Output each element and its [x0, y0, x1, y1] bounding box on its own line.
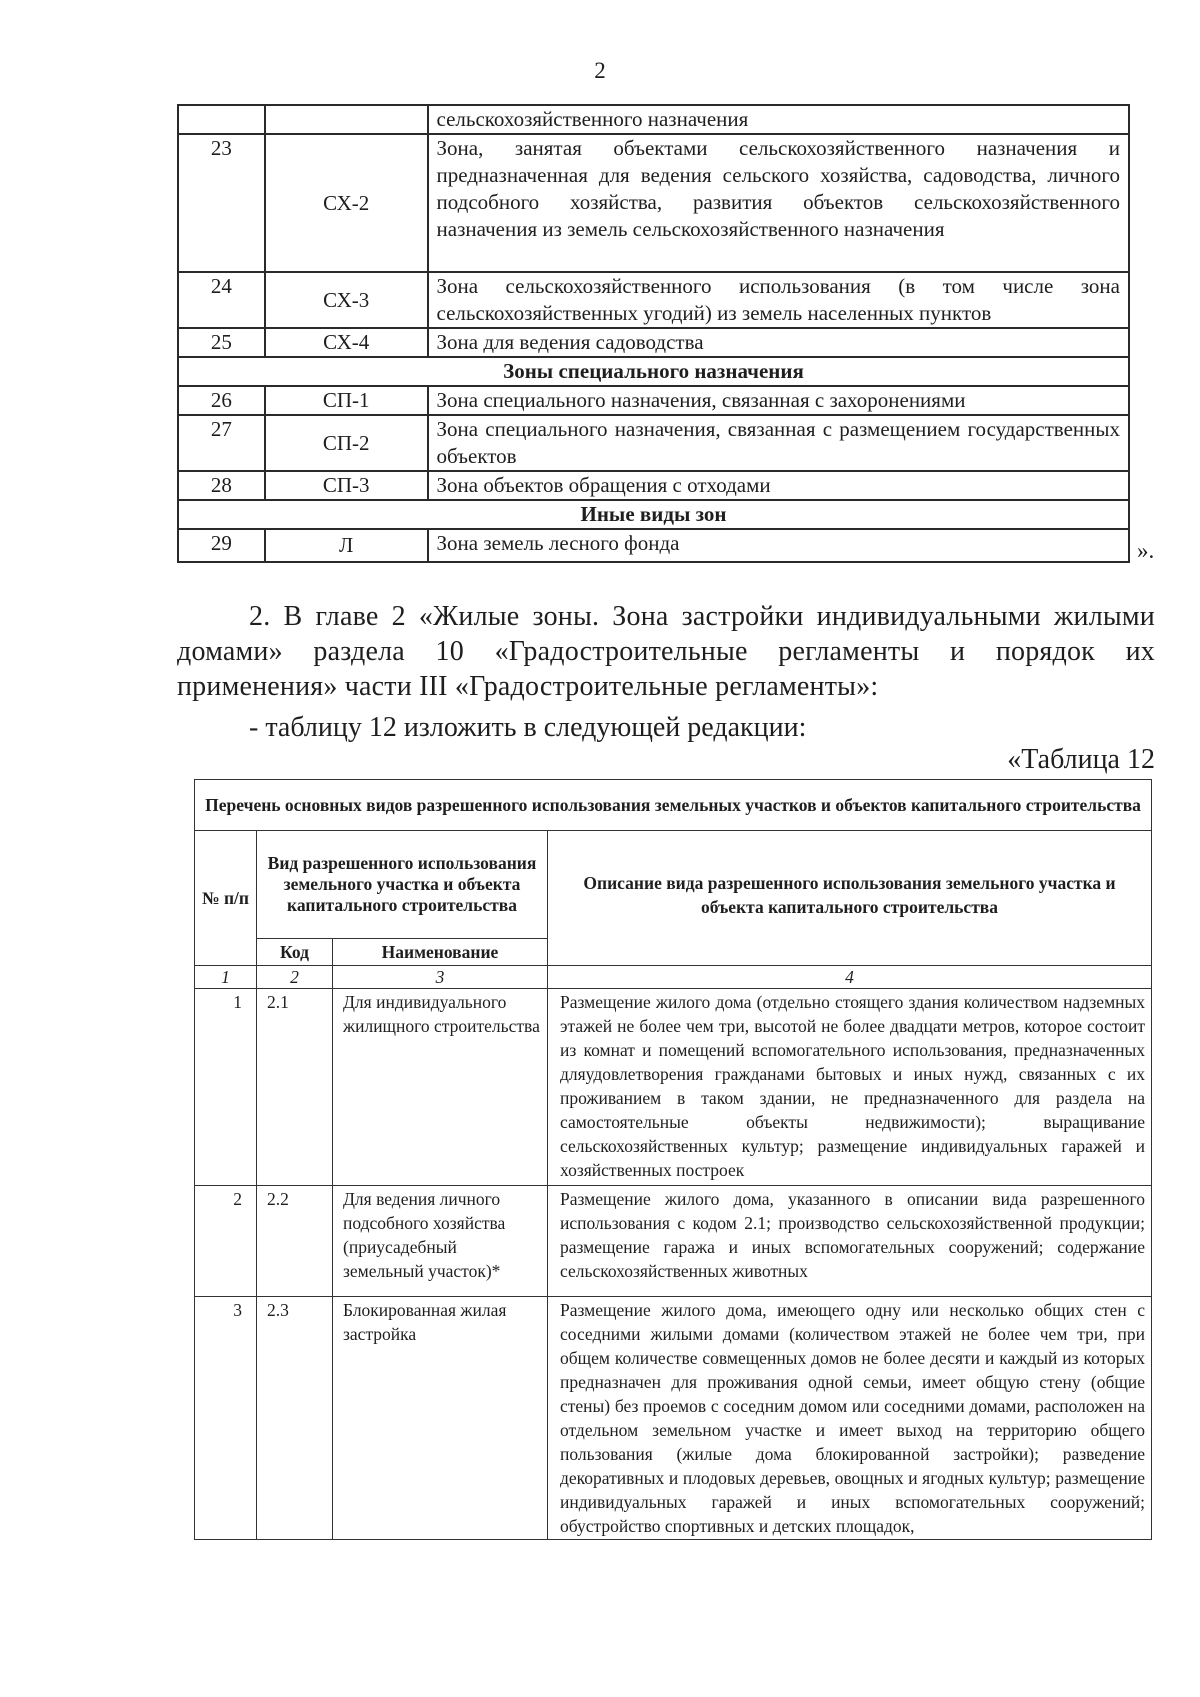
zone-description: Зона специального назначения, связанная с размещением государственных объектов [428, 415, 1129, 471]
column-header-description: Описание вида разрешенного использования земельного участка и объекта капитального строительства [548, 831, 1152, 966]
zone-row [178, 415, 1129, 471]
zone-section-title: Иные виды зон [178, 500, 1129, 529]
zone-row [178, 471, 1129, 500]
zone-code: СП-3 [265, 471, 428, 500]
column-number-3: 3 [333, 966, 548, 989]
column-group-header: Вид разрешенного использования земельного участка и объекта капитального строительства [257, 831, 548, 939]
zone-number: 29 [178, 529, 265, 562]
column-number-1: 1 [195, 966, 257, 989]
row-number: 2 [195, 1186, 257, 1297]
zone-row [178, 134, 1129, 272]
zones-table [177, 104, 1130, 563]
zone-description: Зона земель лесного фонда [428, 529, 1129, 562]
table-caption: «Таблица 12 [1007, 744, 1155, 775]
zone-number: 25 [178, 328, 265, 357]
page-number: 2 [594, 58, 606, 83]
zone-section-row [178, 500, 1129, 529]
zone-description: Зона для ведения садоводства [428, 328, 1129, 357]
closing-quote: ». [1137, 538, 1155, 563]
zone-number: 27 [178, 415, 265, 471]
column-header-number: № п/п [195, 831, 257, 966]
table-title: Перечень основных видов разрешенного использования земельных участков и объектов капитального строительства [195, 780, 1152, 831]
zone-number: 26 [178, 386, 265, 415]
amendment-instruction: - таблицу 12 изложить в следующей редакции: [249, 712, 807, 743]
row-number: 3 [195, 1297, 257, 1540]
zone-code: СП-2 [265, 415, 428, 471]
use-name: Блокированная жилая застройка [333, 1297, 548, 1540]
zone-description: Зона специального назначения, связанная с захоронениями [428, 386, 1129, 415]
permitted-use-row [195, 1297, 1152, 1540]
use-code: 2.1 [257, 989, 333, 1186]
zone-number: 24 [178, 272, 265, 328]
amendment-paragraph: 2. В главе 2 «Жилые зоны. Зона застройки индивидуальными жилыми домами» раздела 10 «Градостроительные регламенты и порядок их применения» части III «Градостроительные регламенты»: [177, 601, 1155, 702]
permitted-use-row [195, 989, 1152, 1186]
zone-code: СХ-2 [265, 134, 428, 272]
zone-row [178, 105, 1129, 134]
zone-description: Зона, занятая объектами сельскохозяйственного назначения и предназначенная для ведения сельского хозяйства, садоводства, личного подсобного хозяйства, развития объектов сельскохозяйственного назначения из земель сельскохозяйственного назначения [428, 134, 1129, 272]
use-description: Размещение жилого дома (отдельно стоящего здания количеством надземных этажей не более чем три, высотой не более двадцати метров, которое состоит из комнат и помещений вспомогательного использования, предназначенных дляудовлетворения гражданами бытовых и иных нужд, связанных с их проживанием в таком здании, не предназначенного для раздела на самостоятельные объекты недвижимости); выращивание сельскохозяйственных культур; размещение индивидуальных гаражей и хозяйственных построек [548, 989, 1152, 1186]
zone-number: 28 [178, 471, 265, 500]
zone-number [178, 105, 265, 134]
zone-row [178, 529, 1129, 562]
use-description: Размещение жилого дома, имеющего одну или несколько общих стен с соседними жилыми домами (количеством этажей не более чем три, при общем количестве совмещенных домов не более десяти и каждый из которых предназначен для проживания одной семьи, имеет общую стену (общие стены) без проемов с соседним домом или соседними домами, расположен на отдельном земельном участке и имеет выход на территорию общего пользования (жилые дома блокированной застройки); разведение декоративных и плодовых деревьев, овощных и ягодных культур; размещение индивидуальных гаражей и иных вспомогательных сооружений; обустройство спортивных и детских площадок, [548, 1297, 1152, 1540]
zone-code: Л [265, 529, 428, 562]
column-number-4: 4 [548, 966, 1152, 989]
zone-row [178, 328, 1129, 357]
zone-code: СП-1 [265, 386, 428, 415]
zone-code: СХ-3 [265, 272, 428, 328]
zone-section-row [178, 357, 1129, 386]
column-header-name: Наименование [333, 939, 548, 966]
zone-description: Зона объектов обращения с отходами [428, 471, 1129, 500]
zone-number: 23 [178, 134, 265, 272]
column-number-2: 2 [257, 966, 333, 989]
zone-row [178, 386, 1129, 415]
zone-section-title: Зоны специального назначения [178, 357, 1129, 386]
use-name: Для ведения личного подсобного хозяйства (приусадебный земельный участок)* [333, 1186, 548, 1297]
row-number: 1 [195, 989, 257, 1186]
zone-code: СХ-4 [265, 328, 428, 357]
zone-code [265, 105, 428, 134]
permitted-use-row [195, 1186, 1152, 1297]
zone-description: сельскохозяйственного назначения [428, 105, 1129, 134]
zone-description: Зона сельскохозяйственного использования (в том числе зона сельскохозяйственных угодий) из земель населенных пунктов [428, 272, 1129, 328]
use-code: 2.3 [257, 1297, 333, 1540]
zone-row [178, 272, 1129, 328]
use-name: Для индивидуального жилищного строительства [333, 989, 548, 1186]
use-code: 2.2 [257, 1186, 333, 1297]
use-description: Размещение жилого дома, указанного в описании вида разрешенного использования с кодом 2.1; производство сельскохозяйственной продукции; размещение гаража и иных вспомогательных сооружений; содержание сельскохозяйственных животных [548, 1186, 1152, 1297]
column-header-code: Код [257, 939, 333, 966]
permitted-use-table [194, 779, 1152, 1540]
